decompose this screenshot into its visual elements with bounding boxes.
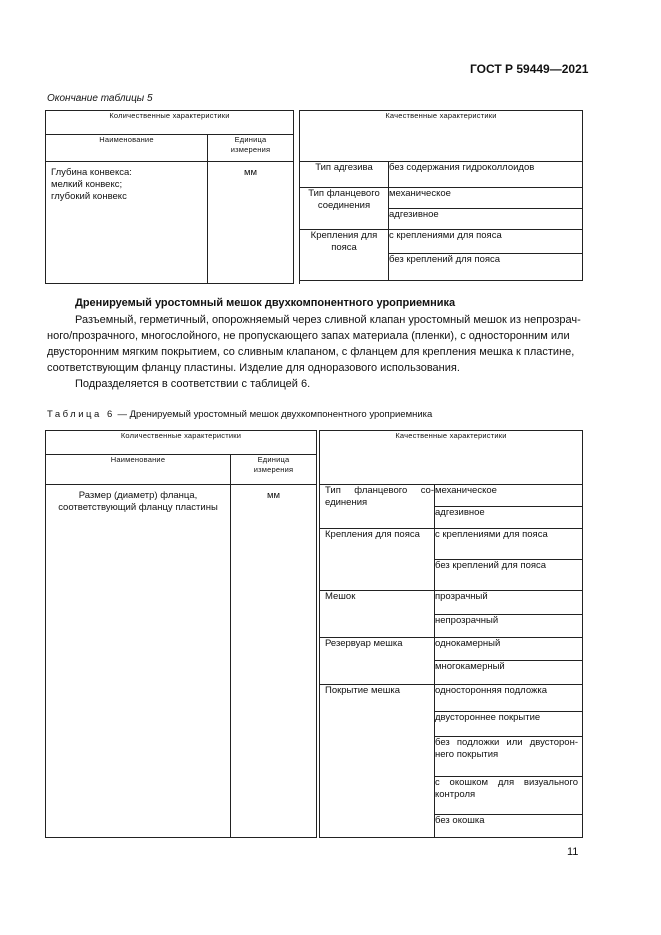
subdivide-text: Подразделяется в соответствии с таблицей 6. (75, 378, 311, 390)
value-cell: двустороннее покрытие (435, 712, 583, 737)
row-name-line: Размер (диаметр) фланца, (78, 490, 198, 501)
table-6-caption (47, 409, 432, 420)
standard-number: ГОСТ Р 59449—2021 (470, 62, 589, 76)
value-cell: без окошка (435, 815, 583, 838)
group-label (320, 485, 435, 529)
quant-header: Количественные характеристики (46, 431, 317, 455)
caption-number: 6 (107, 409, 115, 420)
value-cell: односторонняя подложка (435, 685, 583, 712)
unit-header-line2: измерения (230, 145, 271, 154)
row-name-line: мелкий конвекс; (51, 179, 123, 190)
value-cell (435, 777, 583, 815)
value-cell: адгезивное (435, 507, 583, 529)
group-label: Мешок (320, 591, 435, 638)
group-label-line: Тип фланцевого со- (325, 485, 434, 496)
group-label: Резервуар мешка (320, 638, 435, 685)
group-label: Крепления для пояса (320, 529, 435, 591)
row-name-cell (46, 485, 231, 838)
section-line: ного/прозрачного, многослойного, не пропускающего запах материала (пленки), с односторонним или (47, 330, 570, 342)
group-label-line: Тип фланцевого (308, 188, 380, 199)
qual-header: Качественные характеристики (300, 111, 583, 162)
qual-header: Качественные характеристики (320, 431, 583, 485)
row-name-line: соответствующий фланцу пластины (58, 502, 218, 513)
caption-label: Таблица (47, 409, 102, 420)
table-continuation-label: Окончание таблицы 5 (47, 93, 153, 104)
value-line: него покрытия (435, 749, 499, 760)
row-unit-cell: мм (231, 485, 317, 838)
name-header: Наименование (46, 135, 208, 162)
table-filler (300, 281, 583, 284)
group-label: Тип адгезива (300, 162, 389, 188)
section-line: Разъемный, герметичный, опорожняемый через сливной клапан уростомный мешок из непрозрач- (75, 314, 581, 326)
group-label-line: Крепления для (310, 230, 378, 241)
value-line: с окошком для визуального (435, 777, 578, 788)
value-cell: без креплений для пояса (389, 254, 583, 281)
unit-header (231, 455, 317, 485)
value-cell: без содержания гидроколлоидов (389, 162, 583, 188)
row-name-line: глубокий конвекс (51, 191, 127, 202)
group-label (300, 230, 389, 281)
value-cell: с креплениями для пояса (435, 529, 583, 560)
table-6 (45, 430, 583, 838)
name-header: Наименование (46, 455, 231, 485)
unit-header-line2: измерения (253, 465, 294, 474)
group-label: Покрытие мешка (320, 685, 435, 838)
section-line: двусторонним мягким покрытием, со сливным клапаном, с фланцем для крепления мешка к пластине, (47, 346, 575, 358)
group-label-line: единения (325, 497, 368, 508)
group-label-line: соединения (317, 200, 371, 211)
table-5 (45, 110, 583, 284)
value-cell: механическое (435, 485, 583, 507)
unit-header-line1: Единица (257, 455, 290, 464)
value-cell (435, 737, 583, 777)
row-name-line: Глубина конвекса: (51, 167, 132, 178)
group-label-line: пояса (331, 242, 357, 253)
page-number: 11 (567, 846, 579, 858)
section-line: соответствующим фланцу пластины. Изделие для одноразового использования. (47, 362, 460, 374)
value-cell: с креплениями для пояса (389, 230, 583, 254)
section-title: Дренируемый уростомный мешок двухкомпонентного уроприемника (75, 297, 456, 309)
value-cell: многокамерный (435, 661, 583, 685)
quant-header: Количественные характеристики (46, 111, 294, 135)
value-line: без подложки или двусторон- (435, 737, 578, 748)
row-unit-cell: мм (208, 162, 294, 284)
value-cell: прозрачный (435, 591, 583, 615)
value-line: контроля (435, 789, 476, 800)
value-cell: непрозрачный (435, 615, 583, 638)
unit-header (208, 135, 294, 162)
row-name-cell (46, 162, 208, 284)
value-cell: адгезивное (389, 209, 583, 230)
caption-text: — Дренируемый уростомный мешок двухкомпонентного уроприемника (117, 409, 433, 420)
value-cell: однокамерный (435, 638, 583, 661)
value-cell: механическое (389, 188, 583, 209)
value-cell: без креплений для пояса (435, 560, 583, 591)
group-label (300, 188, 389, 230)
unit-header-line1: Единица (234, 135, 267, 144)
